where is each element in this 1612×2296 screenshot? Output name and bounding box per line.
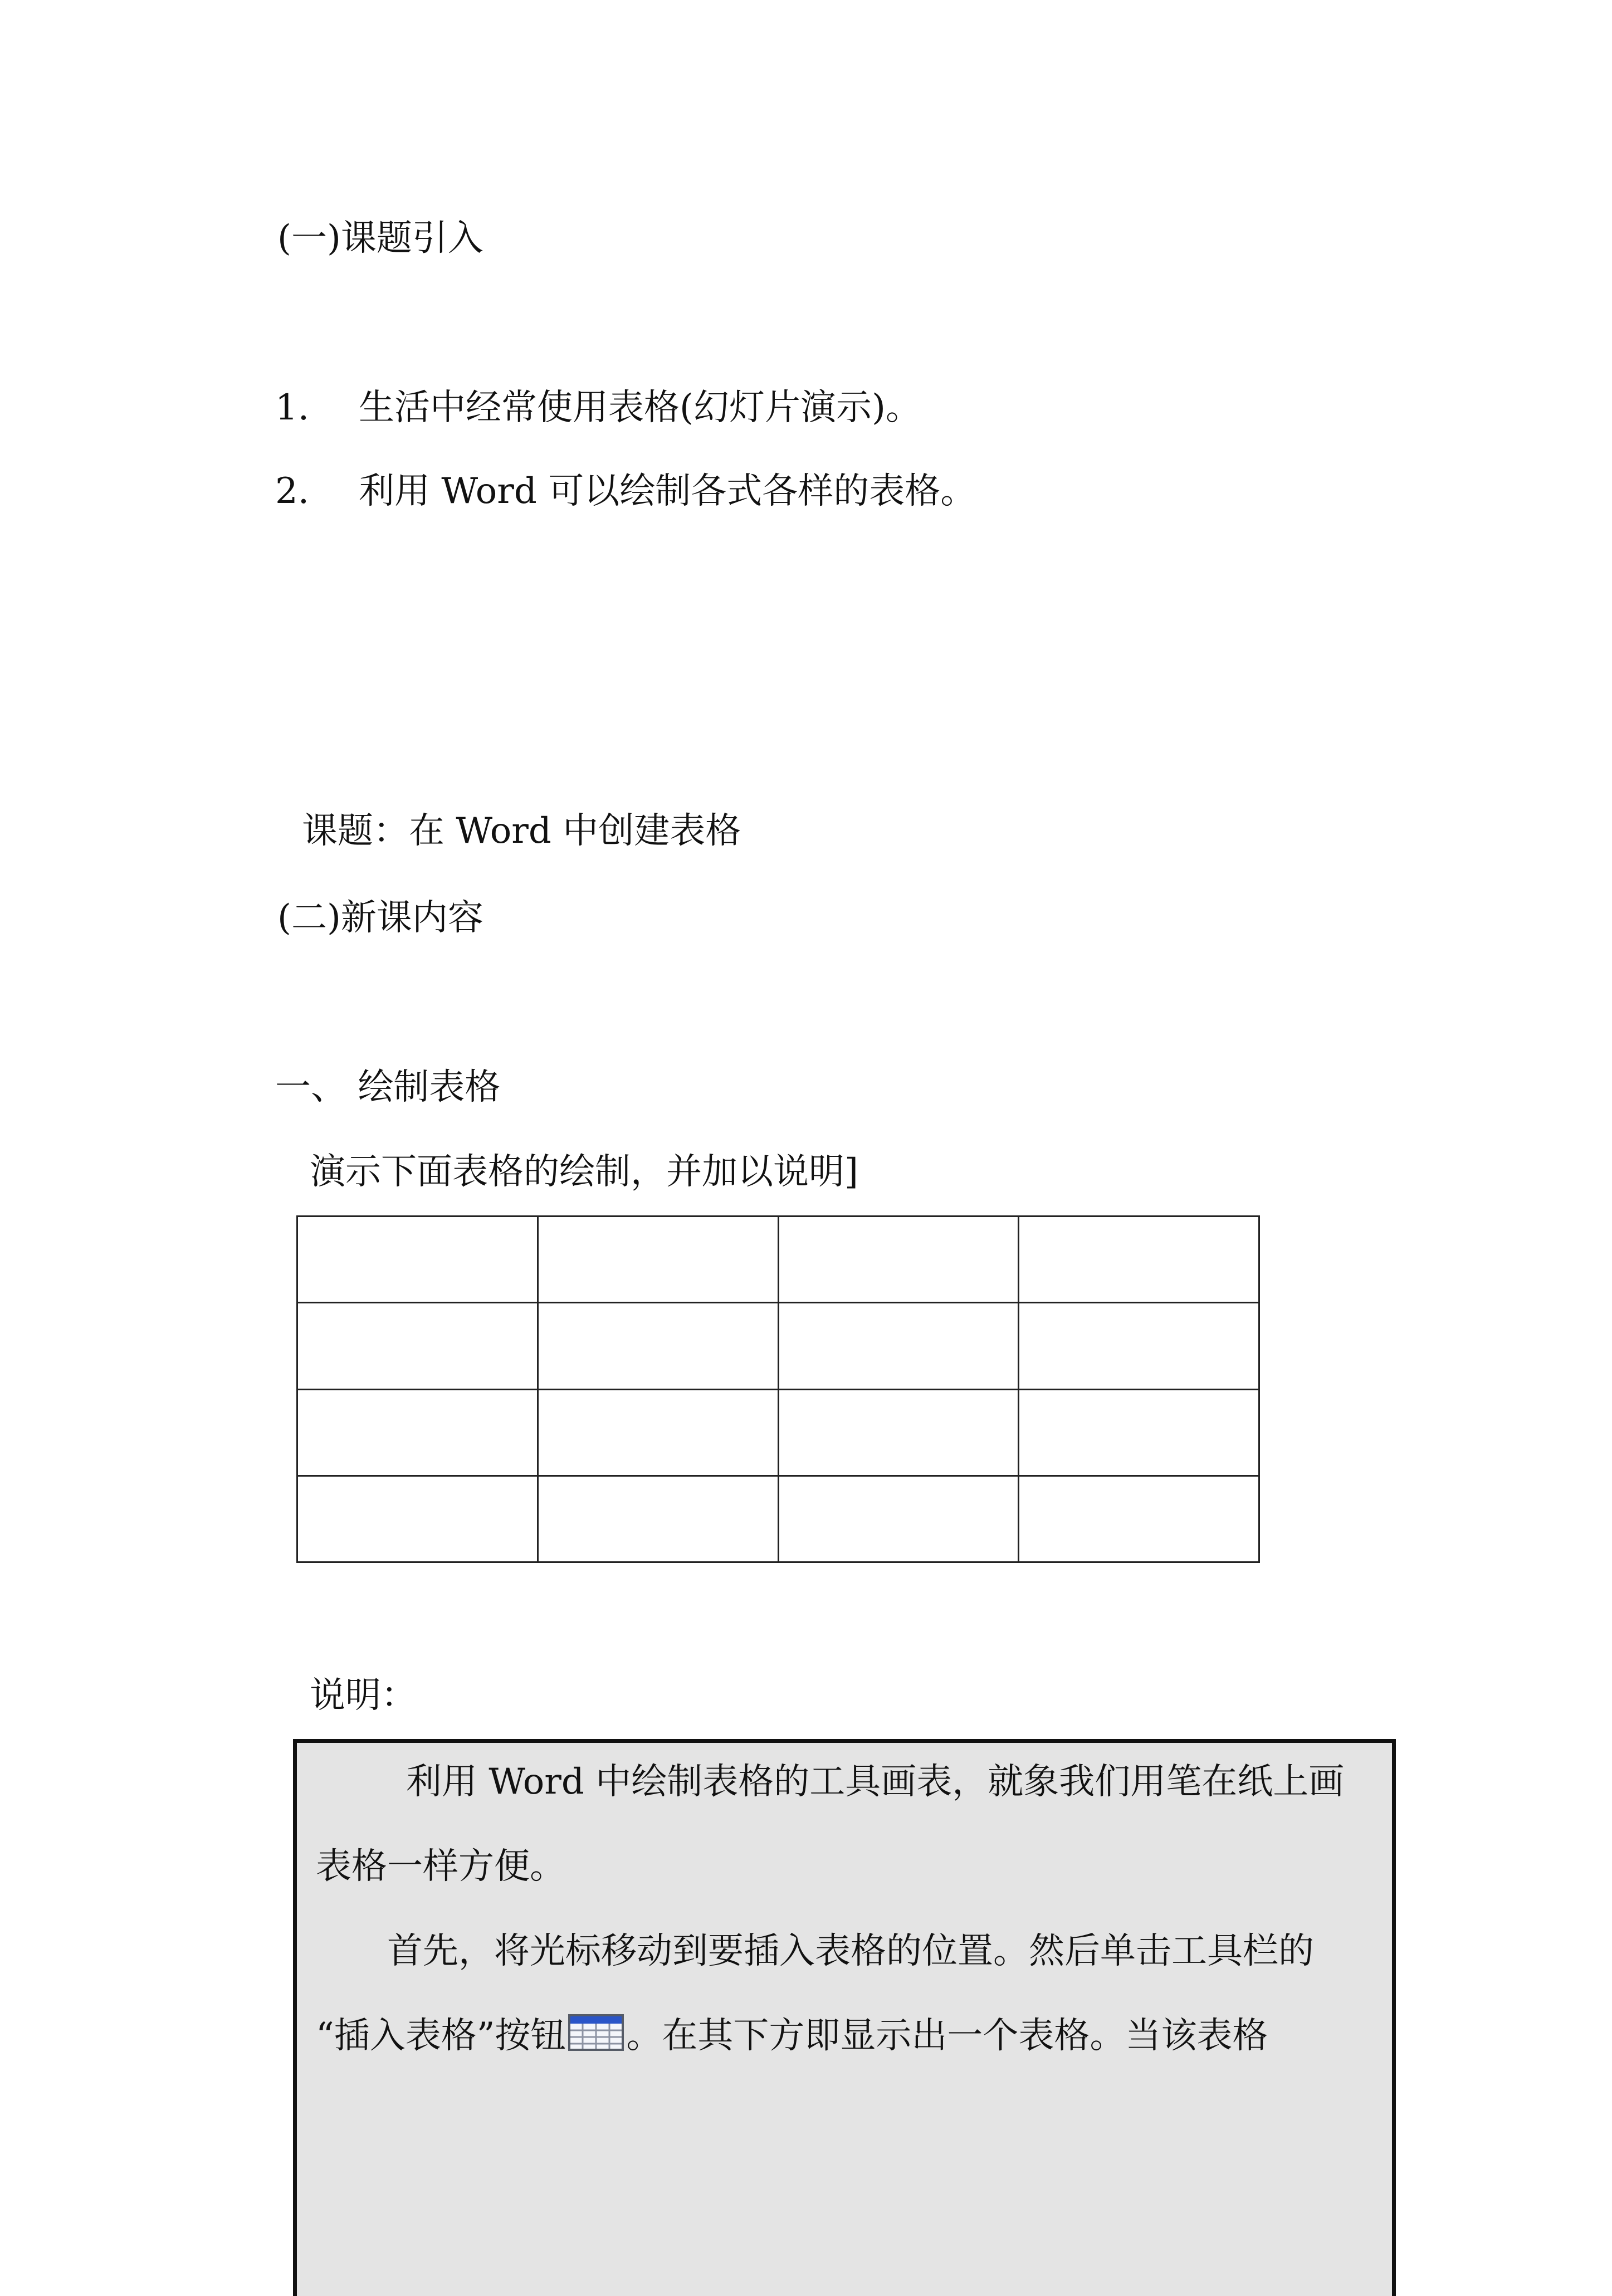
table-cell — [1019, 1476, 1259, 1562]
note-text: 。在其下方即显示出一个表格。当该表格 — [626, 2015, 1268, 2056]
table-row — [297, 1476, 1259, 1562]
table-cell — [297, 1303, 538, 1389]
table-row — [297, 1389, 1259, 1476]
list-item-number: 1. — [275, 387, 310, 428]
note-box — [293, 1739, 1396, 2296]
insert-table-icon — [568, 2014, 624, 2051]
table-cell — [538, 1303, 778, 1389]
note-paragraph-2-line-1: 首先，将光标移动到要插入表格的位置。然后单击工具栏的 — [387, 1931, 1314, 1972]
table-row — [297, 1303, 1259, 1389]
table-cell — [1019, 1389, 1259, 1476]
section-heading-intro: (一)课题引入 — [277, 218, 483, 259]
table-cell — [778, 1303, 1019, 1389]
demo-instruction: 演示下面表格的绘制，并加以说明] — [310, 1151, 858, 1193]
table-cell — [538, 1389, 778, 1476]
list-item-number: 2. — [275, 471, 310, 512]
list-item — [275, 385, 921, 430]
table-cell — [297, 1389, 538, 1476]
table-cell — [538, 1476, 778, 1562]
list-item-text: 生活中经常使用表格(幻灯片演示)。 — [359, 387, 921, 428]
table-cell — [538, 1217, 778, 1303]
table-row — [297, 1217, 1259, 1303]
note-paragraph-2-line-2 — [316, 2014, 1268, 2058]
table-cell — [778, 1389, 1019, 1476]
lesson-topic: 课题：在 Word 中创建表格 — [302, 810, 741, 852]
demo-table — [296, 1215, 1260, 1563]
table-cell — [297, 1217, 538, 1303]
table-cell — [1019, 1217, 1259, 1303]
list-item-text: 利用 Word 可以绘制各式各样的表格。 — [359, 471, 976, 512]
table-cell — [778, 1476, 1019, 1562]
note-paragraph-1-line-2: 表格一样方便。 — [316, 1846, 565, 1887]
table-cell — [297, 1476, 538, 1562]
note-label: 说明： — [310, 1675, 417, 1716]
subheading-draw-table: 一、 绘制表格 — [275, 1067, 501, 1108]
table-cell — [778, 1217, 1019, 1303]
note-text: “插入表格”按钮 — [316, 2015, 566, 2056]
note-paragraph-1-line-1: 利用 Word 中绘制表格的工具画表，就象我们用笔在纸上画 — [406, 1761, 1345, 1802]
list-item — [275, 469, 976, 514]
table-cell — [1019, 1303, 1259, 1389]
section-heading-new-content: (二)新课内容 — [277, 897, 483, 939]
